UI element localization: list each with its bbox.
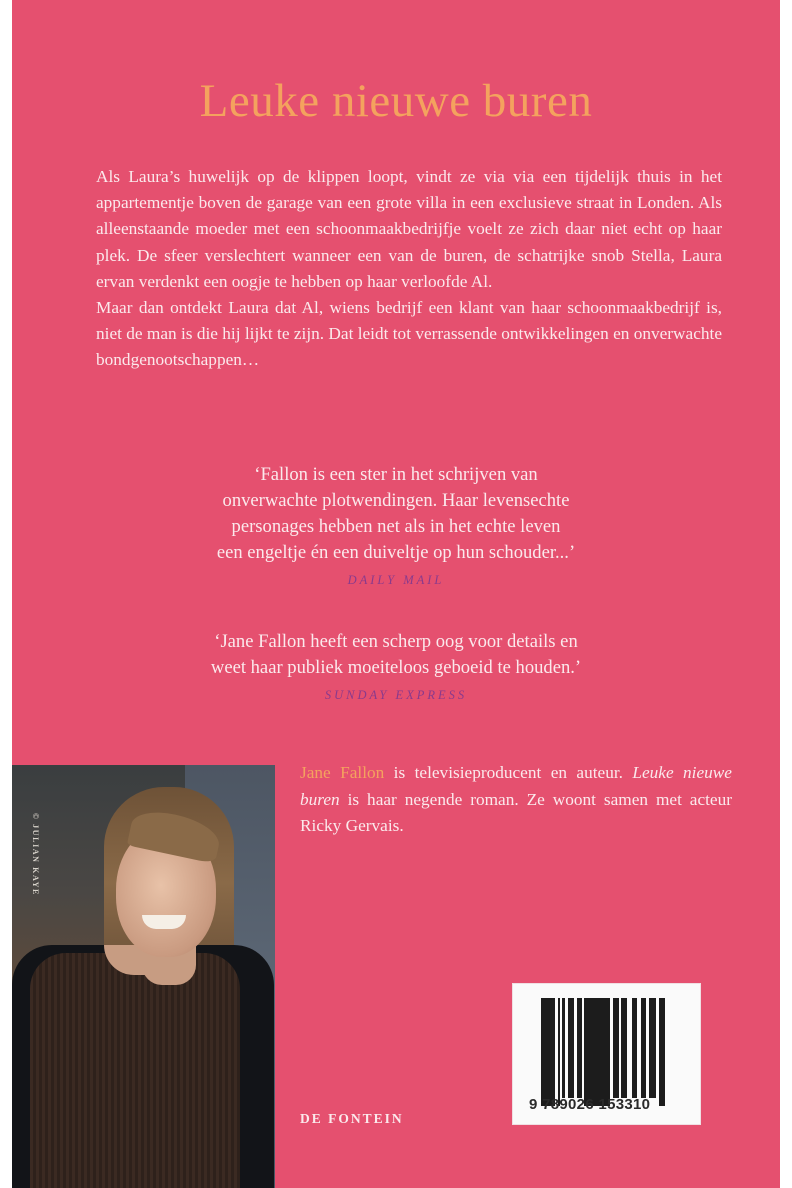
quote-line: ‘Fallon is een ster in het schrijven van bbox=[254, 464, 538, 485]
author-photo bbox=[12, 765, 275, 1188]
barcode-bar bbox=[659, 998, 665, 1106]
author-name: Jane Fallon bbox=[300, 763, 385, 782]
barcode-bar bbox=[568, 998, 574, 1098]
quote-line: personages hebben net als in het echte leven bbox=[231, 516, 561, 537]
barcode-bar bbox=[641, 998, 646, 1098]
bio-book-title: Leuke nieuwe buren bbox=[300, 763, 732, 809]
bio-text-2: is haar negende roman. Ze woont samen met acteur Ricky Gervais. bbox=[300, 789, 732, 835]
quote-line: weet haar publiek moeiteloos geboeid te houden.’ bbox=[210, 657, 582, 678]
review-quote-daily-mail bbox=[12, 462, 780, 589]
isbn-number: 9 789026 153310 bbox=[529, 1096, 651, 1113]
barcode-bar bbox=[584, 998, 610, 1106]
author-bio bbox=[300, 760, 732, 840]
barcode-bar bbox=[562, 998, 565, 1098]
review-quote-sunday-express bbox=[12, 629, 780, 704]
photo-vest bbox=[30, 953, 240, 1188]
barcode-bar bbox=[649, 998, 656, 1098]
blurb-paragraph-2: Maar dan ontdekt Laura dat Al, wiens bedrijf een klant van haar schoonmaakbedrijf is, niet de man is die hij lijkt te zijn. Dat leidt tot verrassende ontwikkelingen en onverwachte bondgenootschappen… bbox=[96, 298, 722, 370]
book-title: Leuke nieuwe buren bbox=[199, 75, 593, 127]
quote-line: een engeltje én een duiveltje op hun schouder...’ bbox=[216, 542, 576, 563]
publisher-name: DE FONTEIN bbox=[300, 1111, 404, 1126]
barcode-bar bbox=[577, 998, 582, 1098]
quote-line: onverwachte plotwendingen. Haar levensechte bbox=[222, 490, 570, 511]
barcode-bars bbox=[541, 998, 681, 1102]
quote-source: DAILY MAIL bbox=[347, 573, 445, 587]
bio-text-1: is televisieproducent en auteur. bbox=[384, 763, 633, 782]
barcode-bar bbox=[558, 998, 560, 1106]
barcode-bar bbox=[632, 998, 637, 1098]
blurb bbox=[96, 164, 722, 374]
quote-line: ‘Jane Fallon heeft een scherp oog voor details en bbox=[214, 631, 578, 652]
barcode-bar bbox=[541, 998, 555, 1106]
quote-source: SUNDAY EXPRESS bbox=[324, 688, 468, 702]
barcode-bar bbox=[621, 998, 627, 1098]
book-back-cover bbox=[12, 0, 780, 1188]
isbn-barcode bbox=[512, 983, 701, 1125]
blurb-paragraph-1: Als Laura’s huwelijk op de klippen loopt, vindt ze via via een tijdelijk thuis in het appartementje boven de garage van een grote villa in een exclusieve straat in Londen. Als alleenstaande moeder met een schoonmaakbedrijfje voelt ze zich daar niet echt op haar plek. De sfeer verslechtert wanneer een van de buren, de schatrijke snob Stella, Laura ervan verdenkt een oogje te hebben op haar verloofde Al. bbox=[96, 167, 722, 291]
barcode-bar bbox=[613, 998, 619, 1098]
photo-credit: © JULIAN KAYE bbox=[31, 813, 40, 896]
